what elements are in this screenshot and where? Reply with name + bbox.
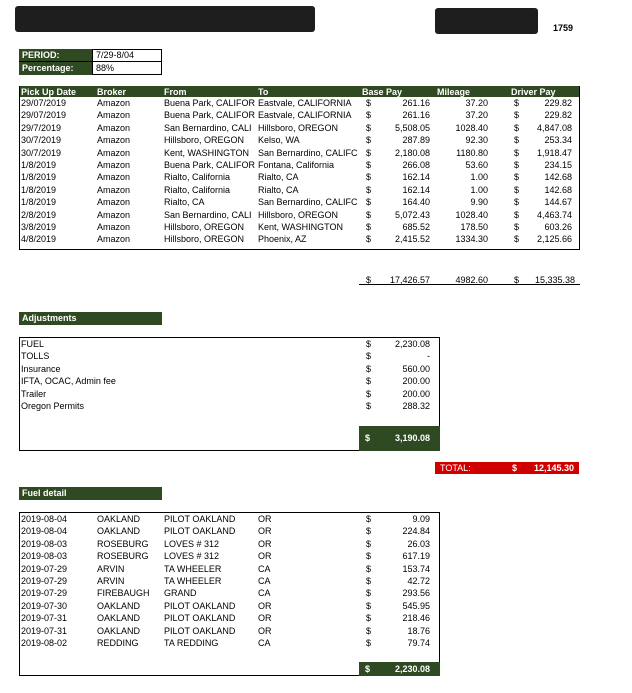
adjustment-currency: $ — [366, 401, 372, 411]
trip-date: 1/8/2019 — [21, 197, 57, 208]
trip-driver-currency: $ — [514, 209, 520, 220]
fuel-amount: 224.84 — [402, 526, 430, 537]
fuel-state: OR — [258, 613, 272, 624]
adjustment-label: Insurance — [21, 363, 61, 374]
fuel-city: ARVIN — [97, 576, 125, 586]
trip-date: 1/8/2019 — [21, 160, 57, 170]
trip-date: 29/7/2019 — [21, 122, 62, 133]
fuel-currency: $ — [366, 514, 372, 524]
trip-base-currency: $ — [366, 110, 372, 121]
trip-base-currency: $ — [366, 222, 372, 232]
trip-driver-pay: 253.34 — [544, 135, 572, 146]
adjustments-total-currency: $ — [365, 433, 371, 443]
fuel-currency: $ — [366, 600, 372, 611]
column-header-base-pay: Base Pay — [362, 87, 403, 97]
trip-to: San Bernardino, CALIFC — [258, 147, 358, 158]
adjustment-value: 2,230.08 — [394, 339, 430, 349]
fuel-state: CA — [258, 588, 271, 599]
fuel-station: TA REDDING — [164, 638, 219, 648]
fuel-city: OAKLAND — [97, 526, 141, 537]
trip-driver-currency: $ — [514, 197, 520, 208]
fuel-city: OAKLAND — [97, 600, 141, 611]
fuel-total-currency: $ — [365, 664, 371, 674]
trip-mileage: 1180.80 — [456, 147, 488, 158]
period-label: PERIOD: — [22, 50, 60, 60]
trip-from: Buena Park, CALIFOR — [164, 160, 256, 170]
redacted-driver-info — [435, 8, 538, 34]
trip-driver-currency: $ — [514, 222, 520, 232]
trip-to: Hillsboro, OREGON — [258, 209, 339, 220]
trip-base-pay: 287.89 — [402, 135, 430, 146]
fuel-amount: 9.09 — [412, 514, 430, 524]
trip-driver-currency: $ — [514, 135, 520, 146]
fuel-station: GRAND — [164, 588, 197, 599]
fuel-date: 2019-08-02 — [21, 638, 68, 648]
trip-date: 30/7/2019 — [21, 147, 62, 158]
fuel-currency: $ — [366, 588, 372, 599]
trip-driver-currency: $ — [514, 184, 520, 195]
fuel-currency: $ — [366, 551, 372, 562]
fuel-state: CA — [258, 563, 271, 574]
trip-date: 3/8/2019 — [21, 222, 57, 232]
trip-to: Eastvale, CALIFORNIA — [258, 110, 352, 121]
trip-date: 4/8/2019 — [21, 234, 57, 245]
fuel-date: 2019-07-29 — [21, 588, 68, 599]
fuel-state: CA — [258, 576, 271, 586]
fuel-city: OAKLAND — [97, 625, 141, 636]
period-value: 7/29-8/04 — [96, 50, 135, 60]
adjustments-total-value: 3,190.08 — [394, 433, 430, 443]
fuel-currency: $ — [366, 563, 372, 574]
trip-date: 29/07/2019 — [21, 110, 67, 121]
trip-driver-currency: $ — [514, 110, 520, 121]
fuel-station: PILOT OAKLAND — [164, 600, 236, 611]
trip-base-pay: 261.16 — [402, 98, 430, 108]
trip-to: Kent, WASHINGTON — [258, 222, 344, 232]
adjustments-title: Adjustments — [22, 313, 77, 323]
grand-total-currency: $ — [512, 463, 518, 473]
fuel-date: 2019-07-30 — [21, 600, 68, 611]
trip-mileage: 1.00 — [470, 172, 488, 183]
fuel-city: FIREBAUGH — [97, 588, 150, 599]
trip-to: Kelso, WA — [258, 135, 300, 146]
trip-date: 1/8/2019 — [21, 184, 57, 195]
total-driver-currency: $ — [514, 275, 520, 285]
trip-base-currency: $ — [366, 160, 372, 170]
trip-driver-pay: 2,125.66 — [536, 234, 572, 245]
column-header-broker: Broker — [97, 87, 127, 97]
adjustment-value: - — [427, 351, 430, 362]
trip-base-currency: $ — [366, 197, 372, 208]
trip-base-currency: $ — [366, 147, 372, 158]
trip-base-currency: $ — [366, 209, 372, 220]
trip-broker: Amazon — [97, 234, 131, 245]
fuel-amount: 617.19 — [402, 551, 430, 562]
trip-broker: Amazon — [97, 209, 131, 220]
fuel-amount: 79.74 — [407, 638, 430, 648]
adjustment-currency: $ — [366, 339, 372, 349]
trip-driver-pay: 4,463.74 — [536, 209, 572, 220]
trip-broker: Amazon — [97, 135, 131, 146]
trip-to: Fontana, California — [258, 160, 335, 170]
total-driver-pay: 15,335.38 — [534, 275, 575, 285]
fuel-amount: 42.72 — [407, 576, 430, 586]
trip-broker: Amazon — [97, 184, 131, 195]
trip-driver-pay: 1,918.47 — [536, 147, 572, 158]
trip-driver-pay: 603.26 — [544, 222, 572, 232]
trip-driver-currency: $ — [514, 234, 520, 245]
redacted-company-name — [15, 6, 315, 32]
total-base-currency: $ — [366, 275, 372, 285]
trip-mileage: 178.50 — [460, 222, 488, 232]
fuel-station: TA WHEELER — [164, 563, 222, 574]
fuel-station: PILOT OAKLAND — [164, 613, 236, 624]
trip-broker: Amazon — [97, 147, 131, 158]
fuel-state: OR — [258, 538, 272, 549]
trip-driver-currency: $ — [514, 147, 520, 158]
adjustment-value: 560.00 — [402, 363, 430, 374]
fuel-station: TA WHEELER — [164, 576, 222, 586]
fuel-date: 2019-07-31 — [21, 625, 68, 636]
trip-base-currency: $ — [366, 98, 372, 108]
trip-from: Buena Park, CALIFOR — [164, 98, 256, 108]
trip-date: 2/8/2019 — [21, 209, 57, 220]
fuel-city: ARVIN — [97, 563, 125, 574]
fuel-amount: 218.46 — [402, 613, 430, 624]
fuel-currency: $ — [366, 526, 372, 537]
trip-to: San Bernardino, CALIFC — [258, 197, 358, 208]
fuel-state: OR — [258, 625, 272, 636]
trip-base-pay: 685.52 — [402, 222, 430, 232]
fuel-station: LOVES # 312 — [164, 538, 220, 549]
trip-broker: Amazon — [97, 222, 131, 232]
trip-mileage: 92.30 — [465, 135, 488, 146]
trip-date: 30/7/2019 — [21, 135, 62, 146]
adjustment-label: IFTA, OCAC, Admin fee — [21, 376, 116, 387]
adjustment-currency: $ — [366, 363, 372, 374]
trip-driver-pay: 229.82 — [544, 98, 572, 108]
fuel-date: 2019-08-03 — [21, 538, 68, 549]
trip-base-pay: 261.16 — [402, 110, 430, 121]
fuel-station: PILOT OAKLAND — [164, 526, 236, 537]
adjustment-value: 200.00 — [402, 376, 430, 387]
fuel-date: 2019-07-31 — [21, 613, 68, 624]
adjustment-currency: $ — [366, 388, 372, 399]
trip-date: 1/8/2019 — [21, 172, 57, 183]
trip-mileage: 37.20 — [465, 98, 488, 108]
fuel-amount: 153.74 — [402, 563, 430, 574]
trip-from: Kent, WASHINGTON — [164, 147, 250, 158]
percentage-label: Percentage: — [22, 63, 74, 73]
fuel-city: ROSEBURG — [97, 551, 149, 562]
trip-base-currency: $ — [366, 135, 372, 146]
trip-driver-pay: 4,847.08 — [536, 122, 572, 133]
total-base-pay: 17,426.57 — [389, 275, 430, 285]
fuel-date: 2019-08-04 — [21, 526, 68, 537]
trip-base-currency: $ — [366, 184, 372, 195]
trip-from: Hillsboro, OREGON — [164, 135, 245, 146]
trip-base-pay: 2,180.08 — [394, 147, 430, 158]
trip-broker: Amazon — [97, 98, 131, 108]
adjustment-currency: $ — [366, 376, 372, 387]
trip-driver-pay: 142.68 — [544, 184, 572, 195]
trip-from: Hillsboro, OREGON — [164, 222, 245, 232]
trip-driver-currency: $ — [514, 172, 520, 183]
adjustment-label: Oregon Permits — [21, 401, 85, 411]
trip-base-pay: 164.40 — [402, 197, 430, 208]
fuel-date: 2019-07-29 — [21, 563, 68, 574]
trip-driver-currency: $ — [514, 98, 520, 108]
fuel-currency: $ — [366, 538, 372, 549]
trip-mileage: 1334.30 — [455, 234, 488, 245]
period-vdivider — [92, 49, 93, 75]
column-header-mileage: Mileage — [437, 87, 471, 97]
trip-mileage: 37.20 — [465, 110, 488, 121]
adjustment-currency: $ — [366, 351, 372, 362]
column-header-driver-pay: Driver Pay — [511, 87, 556, 97]
trip-base-pay: 5,508.05 — [394, 122, 430, 133]
fuel-amount: 26.03 — [407, 538, 430, 549]
trip-driver-pay: 234.15 — [544, 160, 572, 170]
adjustment-label: FUEL — [21, 339, 45, 349]
fuel-currency: $ — [366, 613, 372, 624]
fuel-city: OAKLAND — [97, 613, 141, 624]
fuel-state: OR — [258, 600, 272, 611]
trip-base-currency: $ — [366, 234, 372, 245]
column-header-date: Pick Up Date — [21, 87, 77, 97]
adjustment-value: 200.00 — [402, 388, 430, 399]
trip-base-pay: 2,415.52 — [394, 234, 430, 245]
trip-driver-currency: $ — [514, 122, 520, 133]
fuel-state: OR — [258, 551, 272, 562]
fuel-currency: $ — [366, 625, 372, 636]
adjustment-label: TOLLS — [21, 351, 50, 362]
grand-total-value: 12,145.30 — [533, 463, 574, 473]
trip-base-pay: 5,072.43 — [394, 209, 430, 220]
fuel-station: LOVES # 312 — [164, 551, 220, 562]
percentage-value: 88% — [96, 63, 115, 73]
trip-broker: Amazon — [97, 160, 131, 170]
trip-from: Rialto, California — [164, 172, 231, 183]
fuel-city: ROSEBURG — [97, 538, 149, 549]
adjustment-value: 288.32 — [402, 401, 430, 411]
trip-from: Rialto, California — [164, 184, 231, 195]
trip-from: Hillsboro, OREGON — [164, 234, 245, 245]
fuel-total-value: 2,230.08 — [394, 664, 430, 674]
trip-from: Buena Park, CALIFOR — [164, 110, 256, 121]
fuel-station: PILOT OAKLAND — [164, 514, 236, 524]
fuel-station: PILOT OAKLAND — [164, 625, 236, 636]
fuel-date: 2019-08-04 — [21, 514, 68, 524]
fuel-date: 2019-07-29 — [21, 576, 68, 586]
fuel-currency: $ — [366, 576, 372, 586]
grand-total-label: TOTAL: — [440, 463, 471, 473]
trip-to: Rialto, CA — [258, 184, 299, 195]
fuel-title: Fuel detail — [22, 488, 67, 498]
header-code: 1759 — [553, 23, 574, 33]
trip-broker: Amazon — [97, 197, 131, 208]
trip-mileage: 1.00 — [470, 184, 488, 195]
fuel-state: CA — [258, 638, 271, 648]
trip-to: Eastvale, CALIFORNIA — [258, 98, 352, 108]
trip-mileage: 53.60 — [465, 160, 488, 170]
trip-base-pay: 162.14 — [402, 172, 430, 183]
fuel-state: OR — [258, 514, 272, 524]
trip-driver-pay: 144.67 — [544, 197, 572, 208]
trip-from: Rialto, CA — [164, 197, 205, 208]
trip-mileage: 1028.40 — [455, 122, 488, 133]
trip-date: 29/07/2019 — [21, 98, 67, 108]
adjustment-label: Trailer — [21, 388, 47, 399]
trip-driver-pay: 142.68 — [544, 172, 572, 183]
fuel-currency: $ — [366, 638, 372, 648]
trip-broker: Amazon — [97, 172, 131, 183]
trip-to: Phoenix, AZ — [258, 234, 307, 245]
fuel-date: 2019-08-03 — [21, 551, 68, 562]
trip-from: San Bernardino, CALI — [164, 209, 252, 220]
trip-base-pay: 162.14 — [402, 184, 430, 195]
trip-to: Rialto, CA — [258, 172, 299, 183]
fuel-state: OR — [258, 526, 272, 537]
trip-broker: Amazon — [97, 122, 131, 133]
trip-from: San Bernardino, CALI — [164, 122, 252, 133]
trip-mileage: 1028.40 — [455, 209, 488, 220]
fuel-amount: 18.76 — [407, 625, 430, 636]
trip-base-currency: $ — [366, 122, 372, 133]
fuel-amount: 293.56 — [402, 588, 430, 599]
fuel-city: REDDING — [97, 638, 139, 648]
trip-broker: Amazon — [97, 110, 131, 121]
trip-driver-currency: $ — [514, 160, 520, 170]
fuel-amount: 545.95 — [402, 600, 430, 611]
trip-to: Hillsboro, OREGON — [258, 122, 339, 133]
trip-driver-pay: 229.82 — [544, 110, 572, 121]
column-header-from: From — [164, 87, 187, 97]
trip-mileage: 9.90 — [470, 197, 488, 208]
total-mileage: 4982.60 — [455, 275, 488, 285]
trip-base-currency: $ — [366, 172, 372, 183]
column-header-to: To — [258, 87, 269, 97]
fuel-city: OAKLAND — [97, 514, 141, 524]
trip-base-pay: 266.08 — [402, 160, 430, 170]
